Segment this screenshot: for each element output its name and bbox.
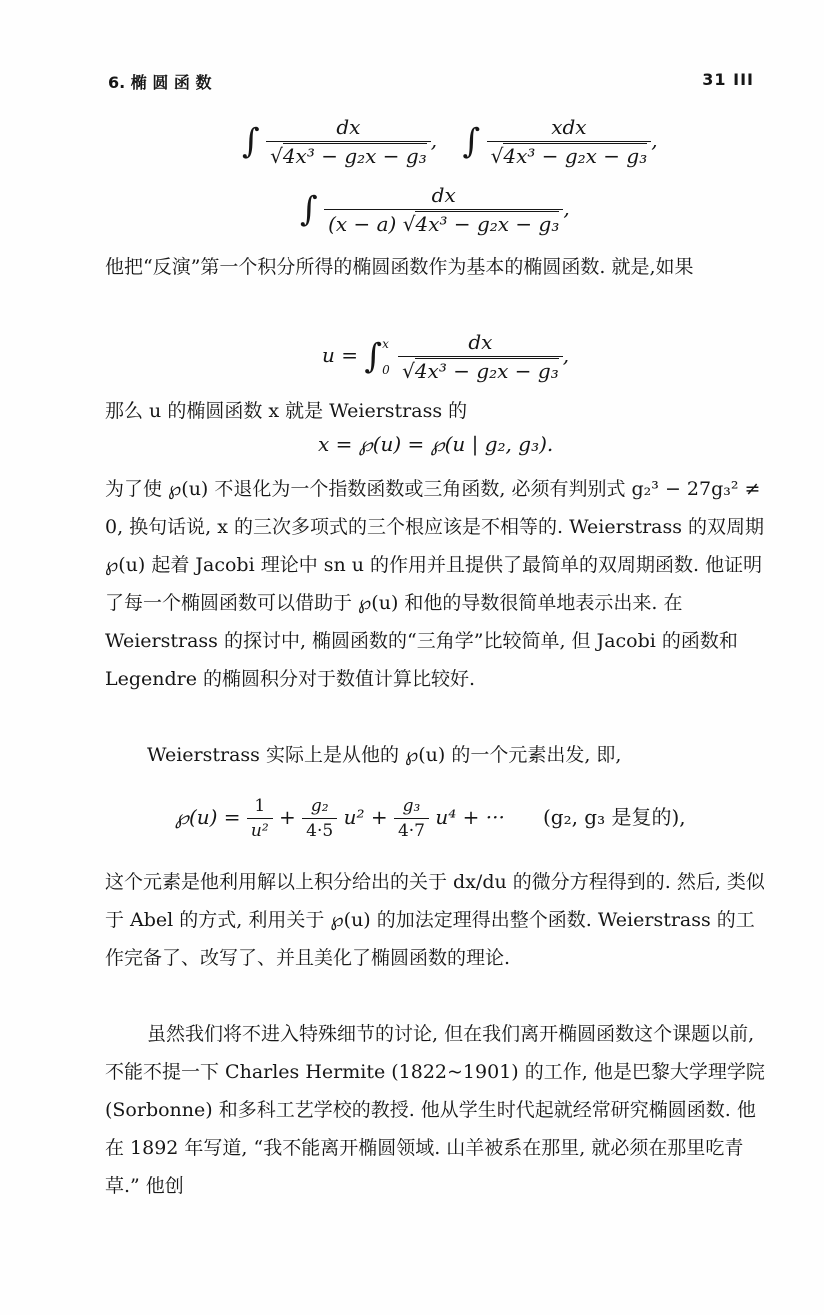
paragraph-5: 这个元素是他利用解以上积分给出的关于 dx/du 的微分方程得到的. 然后, 类似于 Abel 的方式, 利用关于 ℘(u) 的加法定理得出整个函数. Weierstrass 的工作完备了、改写了、并且美化了椭圆函数的理论. xyxy=(105,871,765,969)
fraction-numerator: 1 xyxy=(254,796,266,816)
weierstrass-definition: x = ℘(u) = ℘(u | g₂, g₃). xyxy=(318,432,554,456)
equation-note: (g₂, g₃ 是复的), xyxy=(542,805,686,829)
integral-equation-1: ∫ $\frac{dx}{\text{√4x³ − g₂x − g₃}}$ , ∫ $\frac{\text{xdx}}{\text{√4x³ − g₂x − g₃}}$ , xyxy=(242,115,658,168)
series-term: u² xyxy=(343,805,365,829)
fraction-numerator: g₂ xyxy=(310,796,329,816)
fraction-denominator-factor: (x − a) xyxy=(328,212,397,236)
series-term: u⁴ + ··· xyxy=(435,805,505,829)
lower-limit: 0 xyxy=(382,362,390,377)
section-title: 6. 椭 圆 函 数 xyxy=(108,73,212,92)
equation-lhs: ℘(u) = xyxy=(175,805,241,829)
integral-equation-3: u = ∫ x 0 $\frac{dx}{\text{√4x³ − g₂x − g₃}}$ , xyxy=(322,330,570,383)
paragraph-2: 那么 u 的椭圆函数 x 就是 Weierstrass 的 xyxy=(105,400,468,422)
fraction-denominator: u² xyxy=(247,818,273,841)
paragraph-4: Weierstrass 实际上是从他的 ℘(u) 的一个元素出发, 即, xyxy=(147,744,622,766)
fraction-denominator: 4x³ − g₂x − g₃ xyxy=(503,144,648,168)
paragraph-6: 虽然我们将不进入特殊细节的讨论, 但在我们离开椭圆函数这个课题以前, 不能不提一下 Charles Hermite (1822~1901) 的工作, 他是巴黎大学理学院 (Sorbonne) 和多科工艺学校的教授. 他从学生时代起就经常研究椭圆函数. 他在 1892 年写道, “我不能离开椭圆领域. 山羊被系在那里, 就必须在那里吃青草.” 他创 xyxy=(105,1023,765,1197)
fraction-denominator: 4x³ − g₂x − g₃ xyxy=(282,144,427,168)
paragraph-3: 为了使 ℘(u) 不退化为一个指数函数或三角函数, 必须有判别式 g₂³ − 27g₃² ≠ 0, 换句话说, x 的三次多项式的三个根应该是不相等的. Weierstrass 的双周期 ℘(u) 起着 Jacobi 理论中 sn u 的作用并且提供了最简单的双周期函数. 他证明了每一个椭圆函数可以借助于 ℘(u) 和他的导数很简单地表示出来. 在 Weierstrass 的探讨中, 椭圆函数的“三角学”比较简单, 但 Jacobi 的函数和 Legendre 的椭圆积分对于数值计算比较好. xyxy=(105,478,765,690)
fraction-numerator: xdx xyxy=(551,115,587,139)
series-expansion: ℘(u) = $\frac{1}{\text{u²}}$ + $\frac{\text{g₂}}{4\cdot 5}$ u² + $\frac{\text{g₃}}{4\cdot 7}$ u⁴ + ··· (g₂, g₃ 是复的), xyxy=(175,796,686,841)
fraction-denominator: 4x³ − g₂x − g₃ xyxy=(414,359,559,383)
equation-lhs: u = xyxy=(322,343,358,367)
upper-limit: x xyxy=(382,336,389,351)
fraction-denominator: 4·7 xyxy=(394,818,429,841)
fraction-numerator: dx xyxy=(431,183,456,207)
fraction-denominator-radicand: 4x³ − g₂x − g₃ xyxy=(415,212,560,236)
page-header xyxy=(104,70,754,98)
fraction-numerator: g₃ xyxy=(402,796,421,816)
fraction-numerator: dx xyxy=(336,115,361,139)
integral-equation-2: ∫ $\frac{dx}{\text{(x − a) √4x³ − g₂x − g₃}}$ , xyxy=(300,183,570,236)
fraction-denominator: 4·5 xyxy=(302,818,337,841)
paragraph-1: 他把“反演”第一个积分所得的椭圆函数作为基本的椭圆函数. 就是,如果 xyxy=(105,256,694,278)
fraction-numerator: dx xyxy=(468,330,493,354)
page-number: 31 III xyxy=(702,70,754,89)
